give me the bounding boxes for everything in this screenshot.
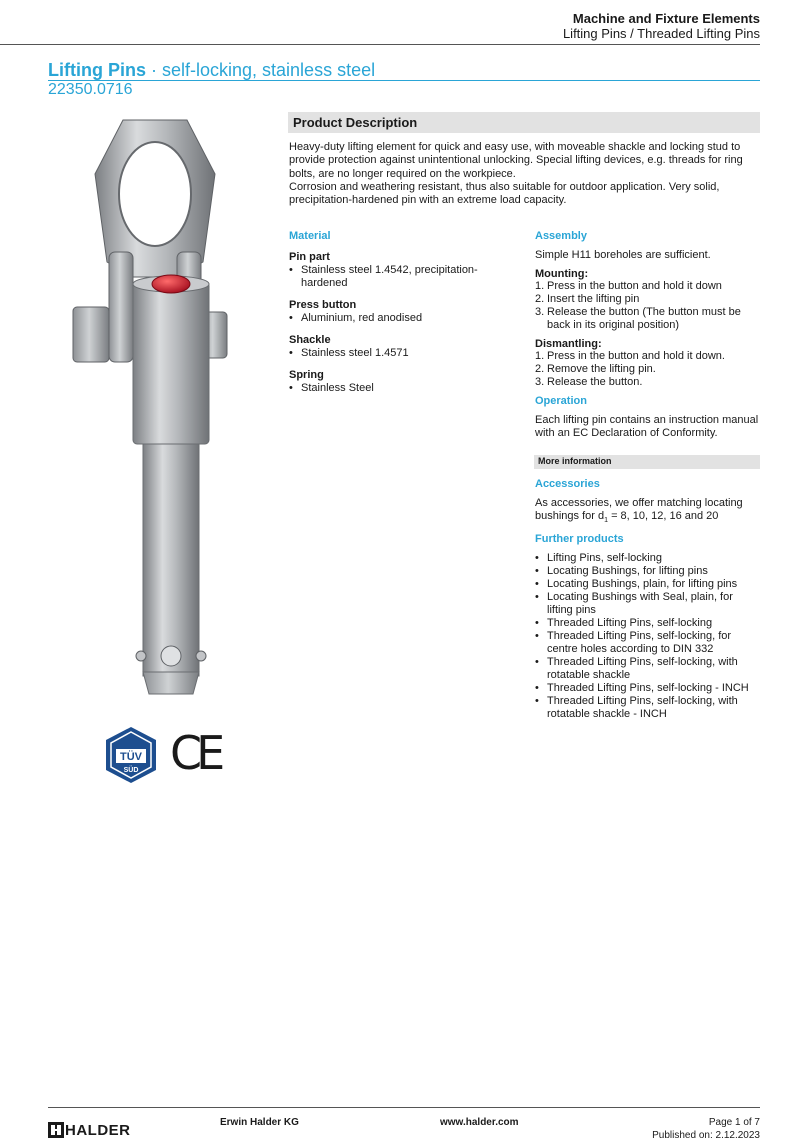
footer-published-date: Published on: 2.12.2023 bbox=[652, 1130, 760, 1141]
tuv-text: TÜV bbox=[120, 751, 142, 763]
title-divider bbox=[48, 80, 760, 81]
spring-value: • Stainless Steel bbox=[289, 382, 489, 395]
header-subcategory: Lifting Pins / Threaded Lifting Pins bbox=[562, 26, 760, 41]
accessories-heading: Accessories bbox=[535, 478, 600, 490]
assembly-intro: Simple H11 boreholes are sufficient. bbox=[535, 249, 711, 261]
operation-text: Each lifting pin contains an instruction manual with an EC Declaration of Conformity. bbox=[535, 414, 759, 439]
assembly-section bbox=[535, 230, 761, 440]
product-image bbox=[65, 112, 245, 712]
assembly-heading: Assembly bbox=[535, 230, 587, 242]
further-products-list bbox=[535, 552, 761, 721]
further-product-link[interactable]: • Threaded Lifting Pins, self-locking, with rotatable shackle bbox=[535, 656, 761, 682]
page-title bbox=[48, 60, 375, 81]
ce-mark-icon: CE bbox=[170, 726, 220, 780]
press-button-value: • Aluminium, red anodised bbox=[289, 312, 489, 325]
further-product-link[interactable]: • Threaded Lifting Pins, self-locking - INCH bbox=[535, 682, 761, 695]
dismantling-label: Dismantling: bbox=[535, 338, 602, 350]
more-information-bar bbox=[534, 455, 760, 469]
halder-logo-text: HALDER bbox=[65, 1122, 131, 1139]
spring-label: Spring bbox=[289, 369, 324, 381]
further-products-heading: Further products bbox=[535, 533, 624, 546]
operation-heading: Operation bbox=[535, 395, 587, 407]
halder-logo-icon bbox=[48, 1122, 64, 1138]
footer-website[interactable]: www.halder.com bbox=[440, 1117, 519, 1128]
pin-part-value: • Stainless steel 1.4542, precipitation-hardened bbox=[289, 264, 489, 290]
further-product-link[interactable]: • Locating Bushings, for lifting pins bbox=[535, 565, 761, 578]
description-line: Heavy-duty lifting element for quick and easy use, with moveable shackle and locking stud to bbox=[289, 141, 741, 153]
header-category: Machine and Fixture Elements bbox=[572, 11, 760, 26]
mounting-label: Mounting: bbox=[535, 268, 589, 280]
dismantling-step: 3. Release the button. bbox=[535, 376, 643, 388]
description-line: bolts, are no longer required on the workpiece. bbox=[289, 167, 516, 180]
product-description-bar bbox=[288, 112, 760, 133]
footer-divider bbox=[48, 1107, 760, 1108]
footer-company: Erwin Halder KG bbox=[220, 1117, 299, 1128]
material-section bbox=[289, 230, 489, 395]
further-product-link[interactable]: • Threaded Lifting Pins, self-locking bbox=[535, 617, 761, 630]
article-number: 22350.0716 bbox=[48, 81, 133, 98]
press-button-label: Press button bbox=[289, 299, 357, 311]
description-line: provide protection against unintentional unlocking. Special lifting devices, e.g. threads for ring bbox=[289, 154, 743, 167]
further-product-link[interactable]: • Threaded Lifting Pins, self-locking, with rotatable shackle - INCH bbox=[535, 695, 761, 721]
product-name: Lifting Pins bbox=[48, 60, 146, 80]
more-information-label: More information bbox=[538, 456, 612, 466]
description-line: Corrosion and weathering resistant, thus also suitable for outdoor application. Very solid, bbox=[289, 180, 720, 193]
accessories-text: As accessories, we offer matching locating bushings for $d_1 = 8$, 10, 12, 16 and 20 bbox=[535, 497, 743, 525]
product-subtitle: self-locking, stainless steel bbox=[162, 60, 376, 80]
mounting-step: 2. Insert the lifting pin bbox=[535, 293, 640, 305]
product-description-heading: Product Description bbox=[293, 115, 418, 130]
header-divider bbox=[0, 44, 760, 45]
dismantling-step: 2. Remove the lifting pin. bbox=[535, 363, 656, 375]
pin-part-label: Pin part bbox=[289, 251, 330, 263]
further-product-link[interactable]: • Locating Bushings with Seal, plain, for lifting pins bbox=[535, 591, 761, 617]
accessories-section bbox=[535, 478, 761, 721]
mounting-step: 3. Release the button (The button must be back in its original position) bbox=[535, 306, 741, 331]
description-line: precipitation-hardened pin with an extreme load capacity. bbox=[289, 194, 567, 207]
further-product-link[interactable]: • Lifting Pins, self-locking bbox=[535, 552, 761, 565]
further-product-link[interactable]: • Threaded Lifting Pins, self-locking, for centre holes according to DIN 332 bbox=[535, 630, 761, 656]
title-separator: · bbox=[146, 60, 162, 80]
shackle-value: • Stainless steel 1.4571 bbox=[289, 347, 489, 360]
sud-text: SÜD bbox=[123, 767, 139, 774]
footer-page-number: Page 1 of 7 bbox=[708, 1117, 760, 1128]
further-product-link[interactable]: • Locating Bushings, plain, for lifting pins bbox=[535, 578, 761, 591]
mounting-step: 1. Press in the button and hold it down bbox=[535, 280, 722, 292]
shackle-label: Shackle bbox=[289, 334, 331, 346]
product-description-text bbox=[289, 141, 761, 207]
dismantling-step: 1. Press in the button and hold it down. bbox=[535, 350, 725, 362]
material-heading: Material bbox=[289, 230, 331, 242]
tuv-sud-mark-icon bbox=[103, 725, 159, 785]
